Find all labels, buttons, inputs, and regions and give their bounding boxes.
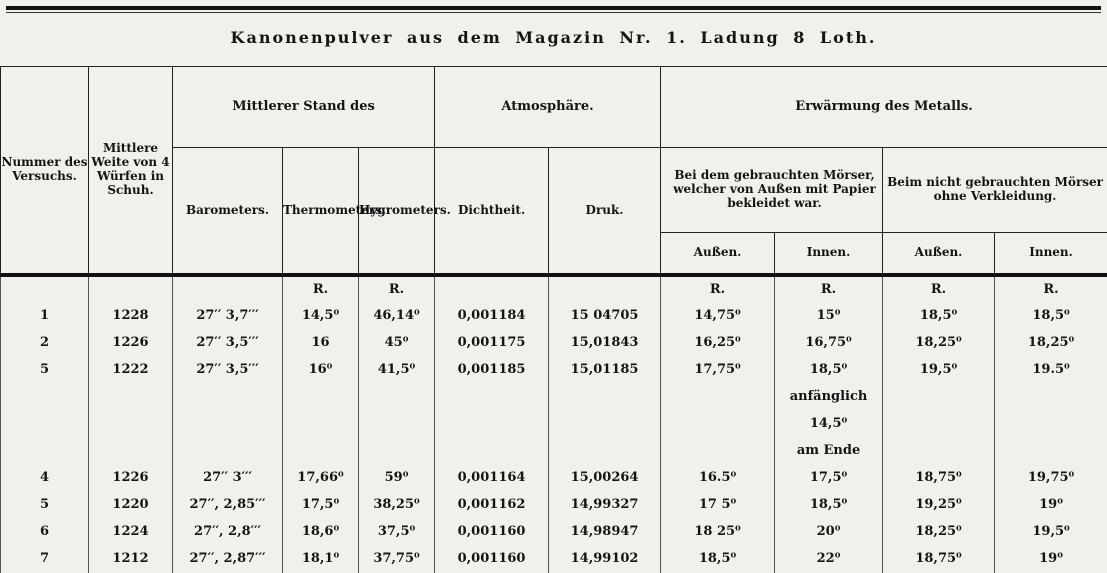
cell-nr — [1, 411, 89, 438]
cell-g-innen: 20⁰ — [775, 519, 883, 546]
unit-n-innen: R. — [995, 275, 1107, 303]
cell-g-aussen — [661, 438, 775, 465]
measurement-table — [0, 66, 1107, 573]
cell-thermo — [283, 411, 359, 438]
cell-hygro — [359, 411, 435, 438]
cell-nr: 2 — [1, 330, 89, 357]
cell-baro: 27′′, 2,87′′′ — [173, 546, 283, 573]
header-gebraucht: Bei dem gebrauchten Mörser, welcher von Außen mit Papier bekleidet war. — [661, 148, 883, 233]
cell-weite — [89, 411, 173, 438]
cell-dicht — [435, 384, 549, 411]
cell-dicht — [435, 438, 549, 465]
cell-hygro: 45⁰ — [359, 330, 435, 357]
cell-weite: 1220 — [89, 492, 173, 519]
header-druk: Druk. — [549, 148, 661, 276]
cell-n-innen: 19.5⁰ — [995, 357, 1107, 384]
cell-dicht: 0,001175 — [435, 330, 549, 357]
table-row — [1, 492, 1107, 519]
header-g-aussen: Außen. — [661, 233, 775, 276]
cell-hygro: 38,25⁰ — [359, 492, 435, 519]
cell-hygro: 37,75⁰ — [359, 546, 435, 573]
cell-dicht: 0,001164 — [435, 465, 549, 492]
cell-druk: 15 04705 — [549, 303, 661, 330]
cell-hygro — [359, 438, 435, 465]
cell-n-innen — [995, 438, 1107, 465]
unit-n-aussen: R. — [883, 275, 995, 303]
cell-druk: 15,01843 — [549, 330, 661, 357]
header-nicht-gebraucht: Beim nicht gebrauchten Mörser ohne Verkleidung. — [883, 148, 1107, 233]
top-rule — [6, 6, 1101, 10]
cell-weite: 1212 — [89, 546, 173, 573]
cell-g-aussen: 18,5⁰ — [661, 546, 775, 573]
unit-hygro: R. — [359, 275, 435, 303]
cell-g-aussen — [661, 384, 775, 411]
cell-weite: 1222 — [89, 357, 173, 384]
cell-baro: 27′′ 3,5′′′ — [173, 357, 283, 384]
cell-dicht: 0,001162 — [435, 492, 549, 519]
cell-n-aussen: 19,5⁰ — [883, 357, 995, 384]
cell-g-innen: 18,5⁰ — [775, 357, 883, 384]
table-row — [1, 546, 1107, 573]
cell-nr: 5 — [1, 492, 89, 519]
cell-n-innen: 19,75⁰ — [995, 465, 1107, 492]
header-g-innen: Innen. — [775, 233, 883, 276]
cell-druk — [549, 384, 661, 411]
cell-baro: 27′′ 3,5′′′ — [173, 330, 283, 357]
cell-baro — [173, 411, 283, 438]
cell-hygro: 46,14⁰ — [359, 303, 435, 330]
cell-nr — [1, 384, 89, 411]
header-nummer: Nummer des Versuchs. — [1, 67, 89, 276]
cell-g-aussen: 14,75⁰ — [661, 303, 775, 330]
table-row — [1, 303, 1107, 330]
table-row — [1, 438, 1107, 465]
cell-n-aussen: 19,25⁰ — [883, 492, 995, 519]
cell-n-innen: 19,5⁰ — [995, 519, 1107, 546]
cell-hygro — [359, 384, 435, 411]
cell-dicht: 0,001185 — [435, 357, 549, 384]
cell-g-innen: 22⁰ — [775, 546, 883, 573]
cell-baro: 27′′ 3,7′′′ — [173, 303, 283, 330]
cell-weite: 1226 — [89, 330, 173, 357]
cell-druk: 15,01185 — [549, 357, 661, 384]
header-barometer: Barometers. — [173, 148, 283, 276]
cell-weite: 1226 — [89, 465, 173, 492]
cell-nr — [1, 438, 89, 465]
cell-druk: 14,99327 — [549, 492, 661, 519]
cell-druk: 14,98947 — [549, 519, 661, 546]
cell-n-aussen — [883, 411, 995, 438]
cell-nr: 7 — [1, 546, 89, 573]
cell-baro: 27′′, 2,8′′′ — [173, 519, 283, 546]
header-erwaermung: Erwärmung des Metalls. — [661, 67, 1107, 148]
cell-thermo: 17,5⁰ — [283, 492, 359, 519]
cell-nr: 4 — [1, 465, 89, 492]
cell-dicht: 0,001184 — [435, 303, 549, 330]
cell-g-aussen: 17 5⁰ — [661, 492, 775, 519]
cell-g-innen: 18,5⁰ — [775, 492, 883, 519]
cell-n-aussen: 18,75⁰ — [883, 465, 995, 492]
table-row — [1, 411, 1107, 438]
cell-baro: 27′′ 3′′′ — [173, 465, 283, 492]
cell-weite: 1224 — [89, 519, 173, 546]
cell-hygro: 59⁰ — [359, 465, 435, 492]
unit-g-innen: R. — [775, 275, 883, 303]
cell-druk: 14,99102 — [549, 546, 661, 573]
cell-thermo: 14,5⁰ — [283, 303, 359, 330]
cell-thermo: 16⁰ — [283, 357, 359, 384]
cell-g-aussen: 16,25⁰ — [661, 330, 775, 357]
page-title: Kanonenpulver aus dem Magazin Nr. 1. Ladung 8 Loth. — [0, 28, 1107, 47]
cell-g-aussen: 16.5⁰ — [661, 465, 775, 492]
cell-n-innen: 19⁰ — [995, 546, 1107, 573]
cell-weite — [89, 438, 173, 465]
cell-thermo: 18,6⁰ — [283, 519, 359, 546]
header-atmosphaere: Atmosphäre. — [435, 67, 661, 148]
cell-druk — [549, 438, 661, 465]
cell-nr: 1 — [1, 303, 89, 330]
cell-n-innen: 18,25⁰ — [995, 330, 1107, 357]
header-thermometer: Thermometers. — [283, 148, 359, 276]
cell-n-innen — [995, 384, 1107, 411]
cell-n-aussen — [883, 384, 995, 411]
table-row — [1, 330, 1107, 357]
cell-g-innen: 16,75⁰ — [775, 330, 883, 357]
cell-dicht: 0,001160 — [435, 546, 549, 573]
unit-row — [1, 275, 1107, 303]
header-dichtheit: Dichtheit. — [435, 148, 549, 276]
cell-baro: 27′′, 2,85′′′ — [173, 492, 283, 519]
cell-weite: 1228 — [89, 303, 173, 330]
cell-thermo: 16 — [283, 330, 359, 357]
cell-n-innen: 19⁰ — [995, 492, 1107, 519]
cell-n-aussen: 18,5⁰ — [883, 303, 995, 330]
cell-thermo: 17,66⁰ — [283, 465, 359, 492]
cell-g-innen: am Ende — [775, 438, 883, 465]
header-n-aussen: Außen. — [883, 233, 995, 276]
cell-baro — [173, 384, 283, 411]
table-row — [1, 519, 1107, 546]
cell-hygro: 41,5⁰ — [359, 357, 435, 384]
cell-g-innen: 15⁰ — [775, 303, 883, 330]
cell-g-aussen: 18 25⁰ — [661, 519, 775, 546]
cell-n-innen — [995, 411, 1107, 438]
header-n-innen: Innen. — [995, 233, 1107, 276]
cell-dicht: 0,001160 — [435, 519, 549, 546]
cell-dicht — [435, 411, 549, 438]
cell-hygro: 37,5⁰ — [359, 519, 435, 546]
header-hygrometer: Hygrometers. — [359, 148, 435, 276]
header-stand: Mittlerer Stand des — [173, 67, 435, 148]
top-thin-rule — [6, 12, 1101, 13]
cell-g-innen: 17,5⁰ — [775, 465, 883, 492]
cell-thermo — [283, 438, 359, 465]
cell-baro — [173, 438, 283, 465]
cell-thermo — [283, 384, 359, 411]
cell-nr: 6 — [1, 519, 89, 546]
cell-n-aussen — [883, 438, 995, 465]
cell-g-aussen: 17,75⁰ — [661, 357, 775, 384]
cell-weite — [89, 384, 173, 411]
cell-druk — [549, 411, 661, 438]
cell-druk: 15,00264 — [549, 465, 661, 492]
cell-n-aussen: 18,25⁰ — [883, 519, 995, 546]
table-row — [1, 357, 1107, 384]
cell-g-innen: 14,5⁰ — [775, 411, 883, 438]
table-row — [1, 384, 1107, 411]
table-row — [1, 465, 1107, 492]
cell-thermo: 18,1⁰ — [283, 546, 359, 573]
unit-g-aussen: R. — [661, 275, 775, 303]
cell-g-innen: anfänglich — [775, 384, 883, 411]
cell-n-aussen: 18,25⁰ — [883, 330, 995, 357]
cell-nr: 5 — [1, 357, 89, 384]
cell-n-aussen: 18,75⁰ — [883, 546, 995, 573]
cell-n-innen: 18,5⁰ — [995, 303, 1107, 330]
unit-thermo: R. — [283, 275, 359, 303]
header-weite: Mittlere Weite von 4 Würfen in Schuh. — [89, 67, 173, 276]
cell-g-aussen — [661, 411, 775, 438]
